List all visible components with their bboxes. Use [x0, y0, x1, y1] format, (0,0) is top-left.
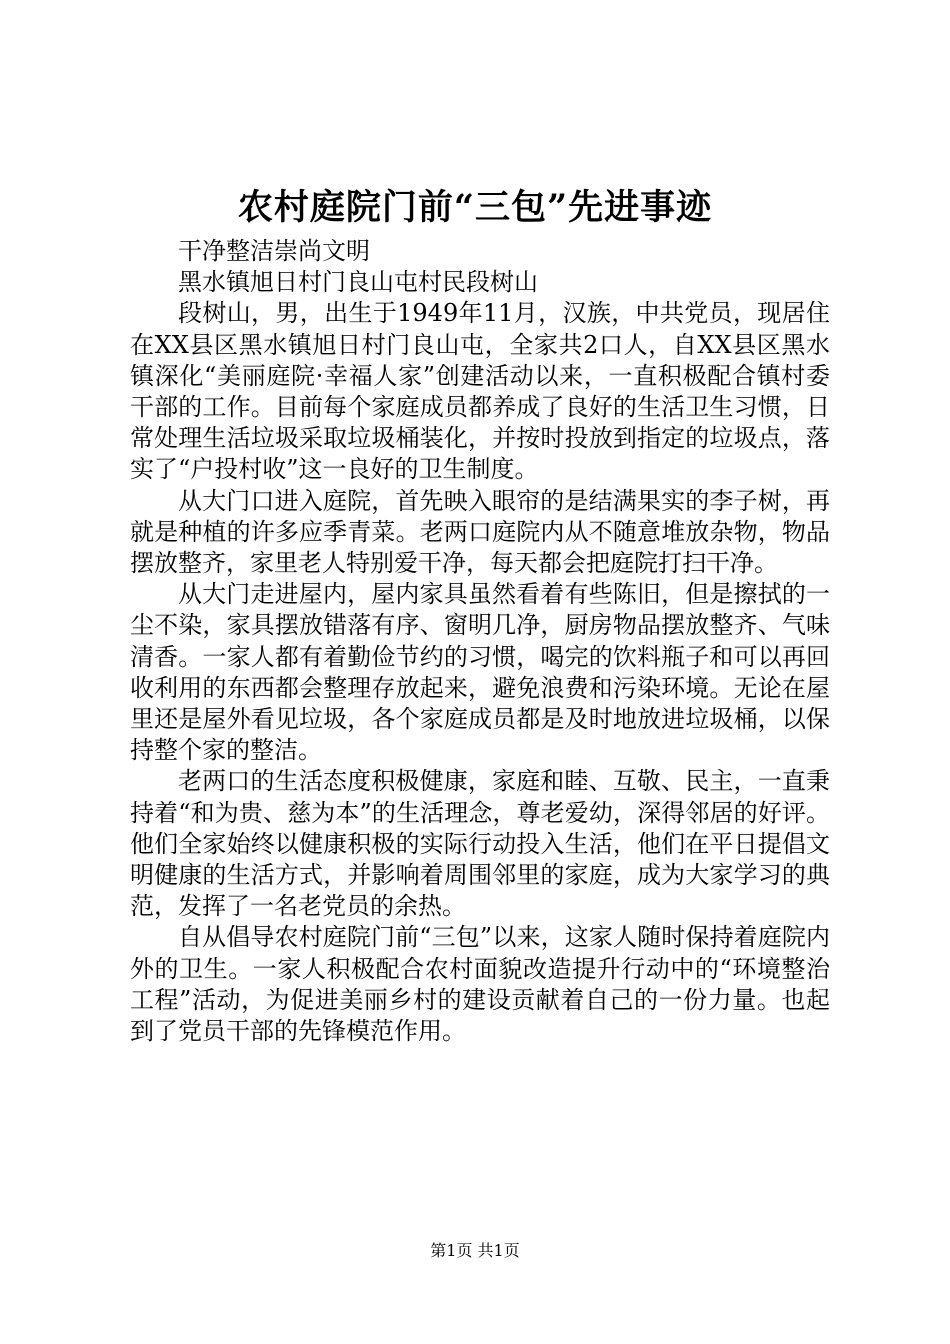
byline: 黑水镇旭日村门良山屯村民段树山: [178, 268, 538, 297]
paragraph-1: 段树山，男，出生于1949年11月，汉族，中共党员，现居住在XX县区黑水镇旭日村门良山屯，全家共2口人，自XX县区黑水镇深化“美丽庭院·幸福人家”创建活动以来，一直积极配合镇村委干部的工作。目前每个家庭成员都养成了良好的生活卫生习惯，日常处理生活垃圾采取垃圾桶装化，并按时投放到指定的垃圾点，落实了“户投村收”这一良好的卫生制度。: [130, 299, 830, 484]
document-body: [130, 236, 830, 1047]
paragraph-5: 自从倡导农村庭院门前“三包”以来，这家人随时保持着庭院内外的卫生。一家人积极配合农村面貌改造提升行动中的“环境整治工程”活动，为促进美丽乡村的建设贡献着自己的一份力量。也起到了党员干部的先锋模范作用。: [130, 923, 830, 1046]
page-footer: 第1页 共1页: [430, 1241, 520, 1260]
paragraph-4: 老两口的生活态度积极健康，家庭和睦、互敬、民主，一直秉持着“和为贵、慈为本”的生活理念，尊老爱幼，深得邻居的好评。他们全家始终以健康积极的实际行动投入生活，他们在平日提倡文明健康的生活方式，并影响着周围邻里的家庭，成为大家学习的典范，发挥了一名老党员的余热。: [130, 767, 830, 921]
subtitle: 干净整洁崇尚文明: [178, 237, 370, 265]
paragraph-3: 从大门走进屋内，屋内家具虽然看着有些陈旧，但是擦拭的一尘不染，家具摆放错落有序、窗明几净，厨房物品摆放整齐、气味清香。一家人都有着勤俭节约的习惯，喝完的饮料瓶子和可以再回收利用的东西都会整理存放起来，避免浪费和污染环境。无论在屋里还是屋外看见垃圾，各个家庭成员都是及时地放进垃圾桶，以保持整个家的整洁。: [130, 580, 830, 765]
paragraph-2: 从大门口进入庭院，首先映入眼帘的是结满果实的李子树，再就是种植的许多应季青菜。老两口庭院内从不随意堆放杂物，物品摆放整齐，家里老人特别爱干净，每天都会把庭院打扫干净。: [130, 486, 830, 578]
document-title: 农村庭院门前“三包”先进事迹: [237, 187, 713, 228]
